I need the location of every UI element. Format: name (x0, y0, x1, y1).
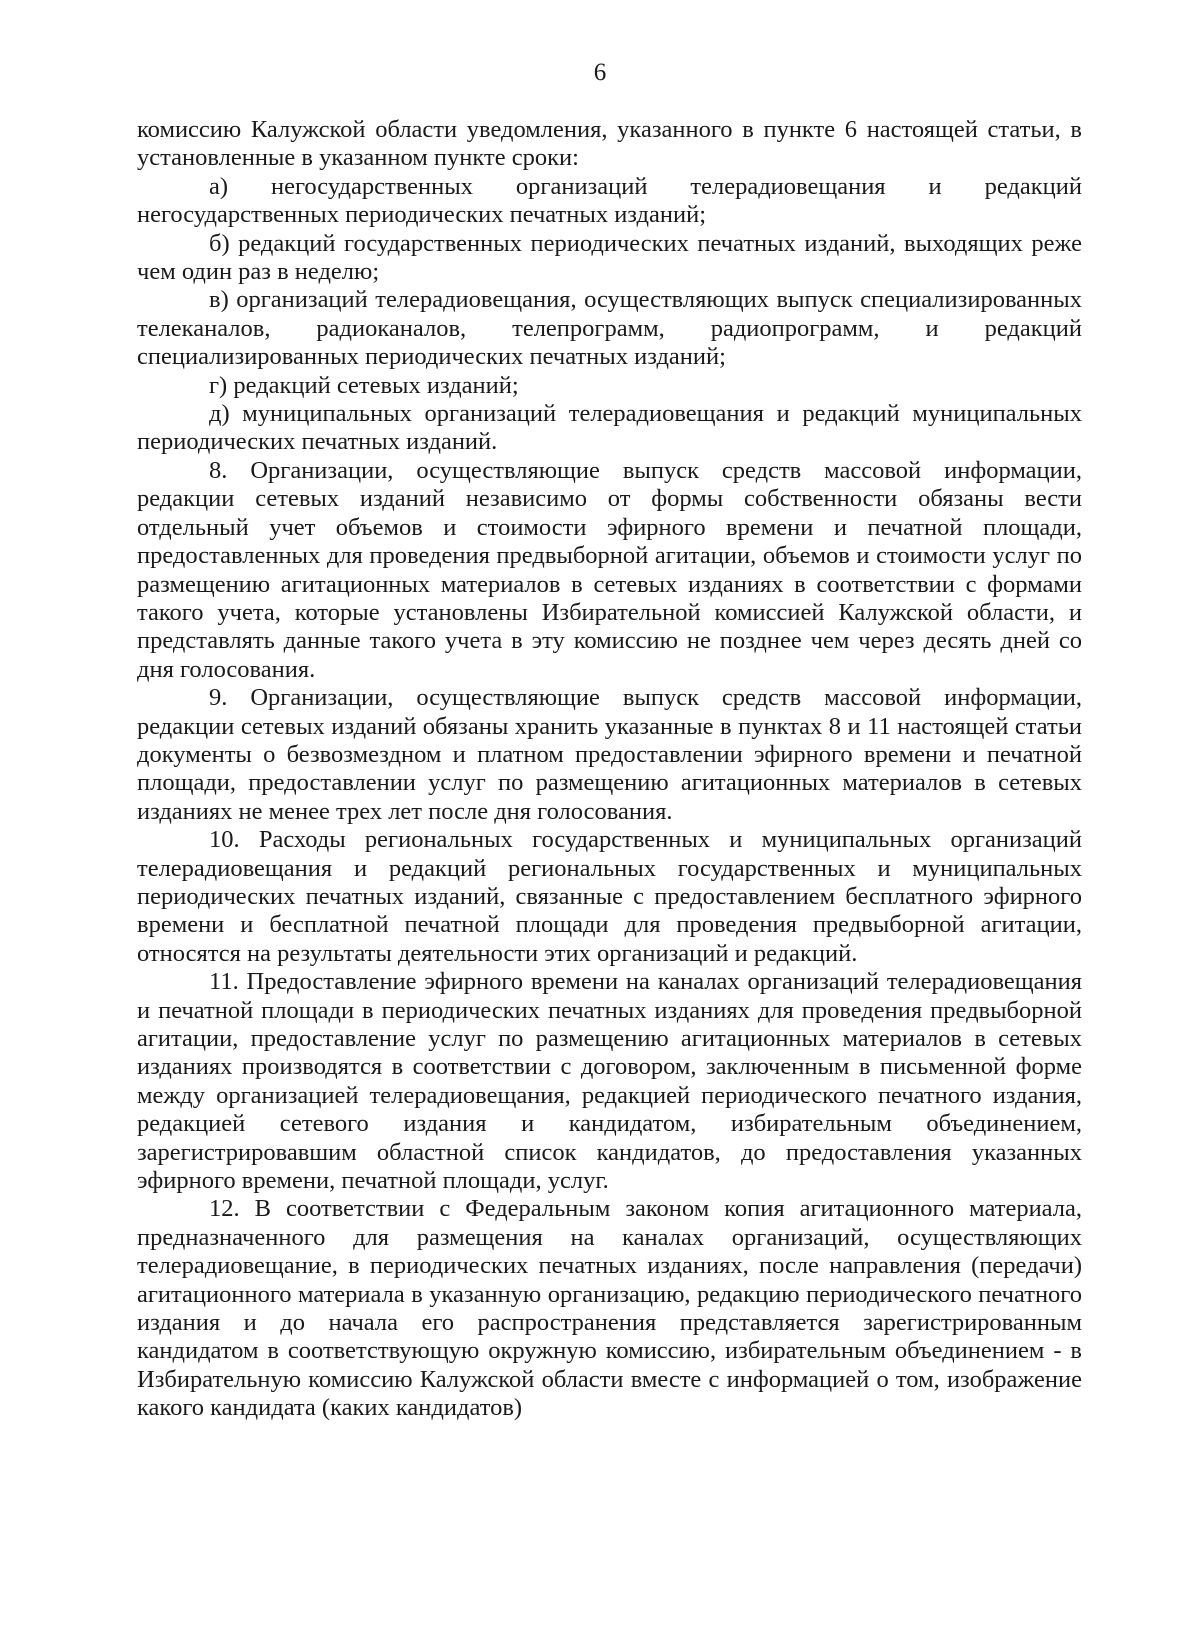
document-body (137, 116, 1082, 1423)
paragraph-clause-12: 12. В соответствии с Федеральным законом копия агитационного материала, предназначенного для размещения на каналах организаций, осуществляющих телерадиовещание, в периодических печатных изданиях, после направления (передачи) агитационного материала в указанную организацию, редакцию периодического печатного издания и до начала его распространения представляется зарегистрированным кандидатом в соответствующую окружную комиссию, избирательным объединением - в Избирательную комиссию Калужской области вместе с информацией о том, изображение какого кандидата (каких кандидатов) (137, 1195, 1082, 1422)
paragraph-item-v: в) организаций телерадиовещания, осуществляющих выпуск специализированных телеканалов, радиоканалов, телепрограмм, радиопрограмм, и редакций специализированных периодических печатных изданий; (137, 286, 1082, 371)
paragraph-item-b: б) редакций государственных периодических печатных изданий, выходящих реже чем один раз в неделю; (137, 229, 1082, 286)
paragraph-clause-8: 8. Организации, осуществляющие выпуск средств массовой информации, редакции сетевых изданий независимо от формы собственности обязаны вести отдельный учет объемов и стоимости эфирного времени и печатной площади, предоставленных для проведения предвыборной агитации, объемов и стоимости услуг по размещению агитационных материалов в сетевых изданиях в соответствии с формами такого учета, которые установлены Избирательной комиссией Калужской области, и представлять данные такого учета в эту комиссию не позднее чем через десять дней со дня голосования. (137, 456, 1082, 683)
page-number: 6 (593, 59, 607, 86)
paragraph-continuation: комиссию Калужской области уведомления, указанного в пункте 6 настоящей статьи, в установленные в указанном пункте сроки: (137, 116, 1082, 172)
paragraph-clause-11: 11. Предоставление эфирного времени на каналах организаций телерадиовещания и печатной площади в периодических печатных изданиях для проведения предвыборной агитации, предоставление услуг по размещению агитационных материалов в сетевых изданиях производятся в соответствии с договором, заключенным в письменной форме между организацией телерадиовещания, редакцией периодического печатного издания, редакцией сетевого издания и кандидатом, избирательным объединением, зарегистрировавшим областной список кандидатов, до предоставления указанных эфирного времени, печатной площади, услуг. (137, 968, 1082, 1195)
paragraph-item-a: а) негосударственных организаций телерадиовещания и редакций негосударственных периодических печатных изданий; (137, 172, 1082, 229)
paragraph-clause-9: 9. Организации, осуществляющие выпуск средств массовой информации, редакции сетевых изданий обязаны хранить указанные в пунктах 8 и 11 настоящей статьи документы о безвозмездном и платном предоставлении эфирного времени и печатной площади, предоставлении услуг по размещению агитационных материалов в сетевых изданиях не менее трех лет после дня голосования. (137, 684, 1082, 825)
paragraph-item-g: г) редакций сетевых изданий; (209, 371, 519, 399)
paragraph-clause-10: 10. Расходы региональных государственных и муниципальных организаций телерадиовещания и редакций региональных государственных и муниципальных периодических печатных изданий, связанные с предоставлением бесплатного эфирного времени и бесплатной печатной площади для проведения предвыборной агитации, относятся на результаты деятельности этих организаций и редакций. (137, 826, 1082, 967)
paragraph-item-d: д) муниципальных организаций телерадиовещания и редакций муниципальных периодических печатных изданий. (137, 400, 1082, 456)
